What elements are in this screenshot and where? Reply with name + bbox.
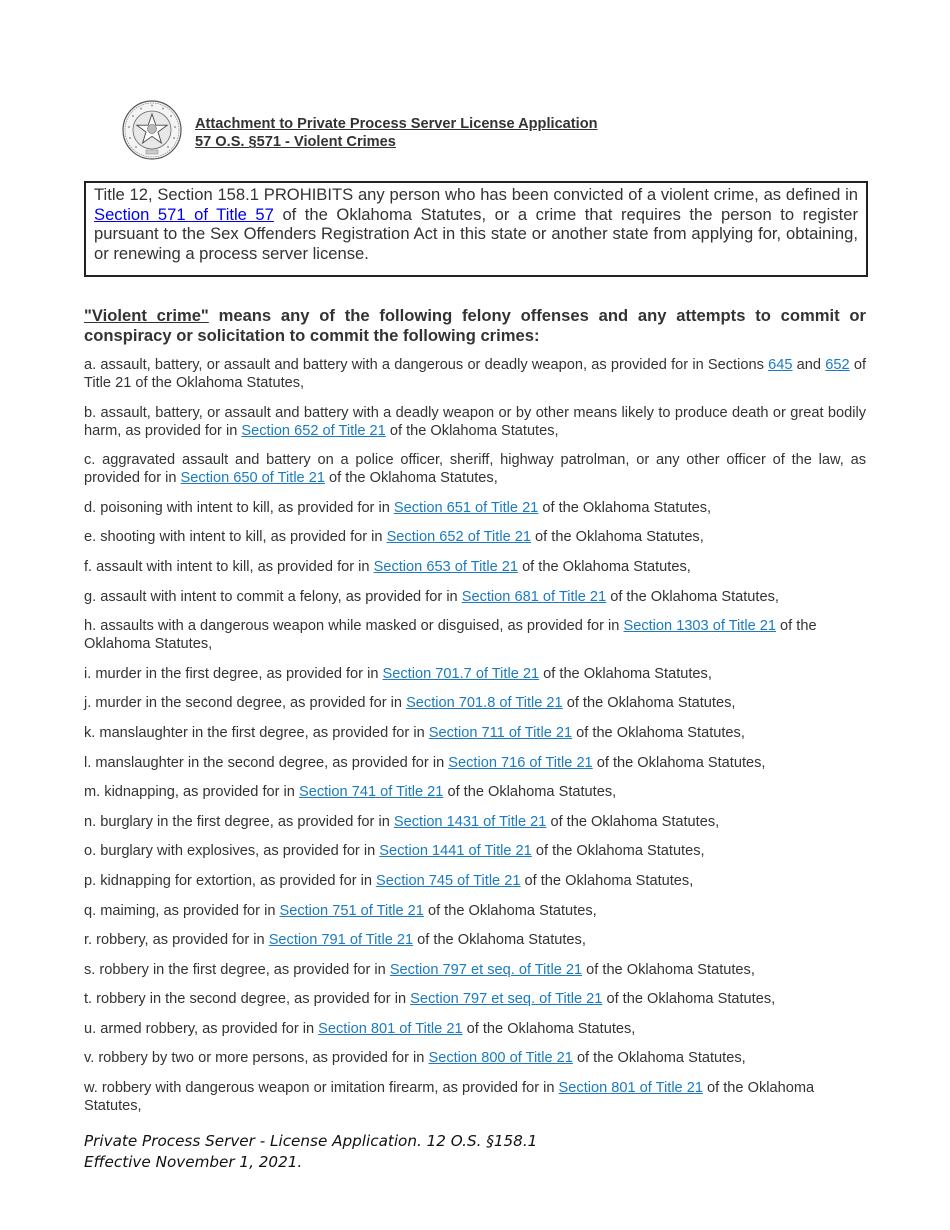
crime-list	[84, 356, 866, 1127]
crime-item-e	[84, 528, 866, 546]
item-text: of Title 21 of the Oklahoma Statutes,	[84, 357, 866, 391]
item-text: of the Oklahoma Statutes,	[582, 961, 755, 978]
statute-link[interactable]: Section 701.8 of Title 21	[406, 695, 563, 712]
crime-item-h	[84, 617, 866, 653]
item-text: j. murder in the second degree, as provided for in	[84, 695, 407, 712]
item-text: v. robbery by two or more persons, as provided for in	[84, 1050, 429, 1067]
crime-item-q	[84, 902, 866, 920]
item-text: h. assaults with a dangerous weapon while masked or disguised, as provided for in	[84, 618, 624, 635]
page-footer	[84, 1131, 537, 1173]
crime-item-k	[84, 724, 866, 742]
item-text: l. manslaughter in the second degree, as provided for in	[84, 754, 449, 771]
crime-item-r	[84, 931, 866, 949]
definition-term: "Violent crime"	[84, 306, 209, 325]
statute-link[interactable]: Section 652 of Title 21	[241, 422, 386, 439]
item-text: a. assault, battery, or assault and battery with a dangerous or deadly weapon, as provided for in Sections	[84, 357, 769, 373]
header-titles	[195, 115, 598, 151]
statute-link[interactable]: Section 701.7 of Title 21	[382, 665, 540, 682]
item-text: u. armed robbery, as provided for in	[84, 1020, 319, 1037]
crime-item-b	[84, 404, 866, 440]
crime-item-d	[84, 499, 866, 517]
item-text: c. aggravated assault and battery on a police officer, sheriff, highway patrolman, or any other officer of the law, as provided for in	[84, 452, 866, 487]
item-text: e. shooting with intent to kill, as provided for in	[84, 529, 387, 546]
crime-item-j	[84, 694, 866, 712]
prohibition-notice-box	[84, 181, 868, 277]
statute-link[interactable]: Section 800 of Title 21	[428, 1050, 573, 1067]
statute-link[interactable]: Section 791 of Title 21	[268, 932, 414, 949]
item-text: of the Oklahoma Statutes,	[572, 1050, 746, 1067]
item-text: of the Oklahoma Statutes,	[531, 529, 704, 546]
item-text: of the Oklahoma Statutes,	[592, 754, 766, 771]
item-text: of the Oklahoma Statutes,	[539, 665, 712, 682]
item-text: of the Oklahoma Statutes,	[606, 588, 779, 605]
statute-link[interactable]: Section 650 of Title 21	[180, 470, 325, 487]
crime-item-m	[84, 783, 866, 801]
crime-item-p	[84, 872, 866, 890]
document-title: Attachment to Private Process Server License Application	[195, 116, 598, 132]
statute-link[interactable]: Section 716 of Title 21	[448, 754, 593, 771]
violent-crime-definition	[84, 306, 866, 346]
link-section-652[interactable]: 652	[825, 357, 850, 373]
item-text: r. robbery, as provided for in	[84, 932, 269, 949]
statute-link[interactable]: Section 801 of Title 21	[558, 1080, 703, 1097]
notice-link-section-571[interactable]: Section 571 of Title 57	[94, 204, 274, 224]
statute-link[interactable]: Section 1441 of Title 21	[379, 843, 532, 860]
crime-item-n	[84, 813, 866, 831]
item-text: m. kidnapping, as provided for in	[84, 784, 299, 801]
item-text: d. poisoning with intent to kill, as provided for in	[84, 499, 394, 516]
item-text: of the Oklahoma Statutes,	[538, 499, 712, 516]
crime-item-a	[84, 356, 866, 392]
item-text: of the Oklahoma Statutes,	[385, 422, 559, 439]
item-text: of the Oklahoma Statutes,	[518, 558, 691, 575]
link-section-645[interactable]: 645	[768, 357, 793, 373]
item-text: s. robbery in the first degree, as provided for in	[84, 961, 390, 978]
item-text: of the Oklahoma Statutes,	[413, 932, 586, 949]
statute-link[interactable]: Section 1431 of Title 21	[393, 813, 547, 830]
statute-link[interactable]: Section 653 of Title 21	[373, 558, 519, 575]
item-text: n. burglary in the first degree, as provided for in	[84, 813, 394, 830]
item-text: g. assault with intent to commit a felony, as provided for in	[84, 588, 462, 605]
statute-link[interactable]: Section 801 of Title 21	[318, 1020, 463, 1037]
item-text: o. burglary with explosives, as provided for in	[84, 843, 380, 860]
crime-item-w	[84, 1079, 866, 1115]
statute-link[interactable]: Section 741 of Title 21	[298, 784, 444, 801]
item-text: p. kidnapping for extortion, as provided for in	[84, 872, 377, 889]
item-text: of the Oklahoma Statutes,	[84, 1080, 815, 1115]
item-text: of the Oklahoma Statutes,	[443, 784, 617, 801]
item-text: and	[792, 357, 826, 373]
notice-text-end: of the Oklahoma Statutes, or a crime that requires the person to register pursuant to the Sex Offenders Registration Act in this state or another state from applying for, obtaining, or renewing a process server license.	[94, 204, 858, 263]
item-text: q. maiming, as provided for in	[84, 902, 280, 919]
statute-link[interactable]: Section 681 of Title 21	[461, 588, 607, 605]
crime-item-l	[84, 754, 866, 772]
footer-effective-date: Effective November 1, 2021.	[84, 1153, 303, 1171]
item-text: b. assault, battery, or assault and battery with a deadly weapon or by other means likely to produce death or great bodily harm, as provided for in	[84, 404, 866, 439]
crime-item-u	[84, 1020, 866, 1038]
item-text: f. assault with intent to kill, as provided for in	[84, 558, 374, 575]
statute-link[interactable]: Section 797 et seq. of Title 21	[410, 991, 603, 1008]
notice-text-start: Title 12, Section 158.1 PROHIBITS any person who has been convicted of a violent crime, as defined in	[94, 185, 858, 204]
item-text: i. murder in the first degree, as provided for in	[84, 665, 383, 682]
statute-link[interactable]: Section 711 of Title 21	[428, 724, 573, 741]
item-text: t. robbery in the second degree, as provided for in	[84, 991, 411, 1008]
crime-item-c	[84, 451, 866, 487]
item-text: of the Oklahoma Statutes,	[324, 470, 498, 487]
crime-item-o	[84, 842, 866, 860]
crime-item-v	[84, 1049, 866, 1067]
item-text: of the Oklahoma Statutes,	[520, 872, 694, 889]
crime-item-i	[84, 665, 866, 683]
item-text: w. robbery with dangerous weapon or imitation firearm, as provided for in	[84, 1080, 559, 1097]
statute-link[interactable]: Section 745 of Title 21	[376, 872, 521, 889]
crime-item-g	[84, 588, 866, 606]
crime-item-f	[84, 558, 866, 576]
item-text: of the Oklahoma Statutes,	[546, 813, 720, 830]
item-text: of the Oklahoma Statutes,	[572, 724, 745, 741]
document-subtitle: 57 O.S. §571 - Violent Crimes	[195, 134, 396, 150]
item-text: of the Oklahoma Statutes,	[84, 618, 817, 653]
statute-link[interactable]: Section 1303 of Title 21	[623, 618, 776, 635]
item-text: of the Oklahoma Statutes,	[562, 695, 736, 712]
oklahoma-state-seal-icon	[122, 100, 182, 160]
item-text: k. manslaughter in the first degree, as provided for in	[84, 724, 429, 741]
crime-item-s	[84, 961, 866, 979]
footer-form-reference: Private Process Server - License Application. 12 O.S. §158.1	[84, 1132, 538, 1150]
statute-link[interactable]: Section 651 of Title 21	[393, 499, 539, 516]
statute-link[interactable]: Section 751 of Title 21	[279, 902, 424, 919]
statute-link[interactable]: Section 652 of Title 21	[386, 529, 531, 546]
item-text: of the Oklahoma Statutes,	[423, 902, 597, 919]
crime-item-t	[84, 990, 866, 1008]
definition-text: means any of the following felony offenses and any attempts to commit or conspiracy or solicitation to commit the following crimes:	[84, 306, 866, 345]
item-text: of the Oklahoma Statutes,	[462, 1020, 636, 1037]
statute-link[interactable]: Section 797 et seq. of Title 21	[389, 961, 583, 978]
item-text: of the Oklahoma Statutes,	[531, 843, 705, 860]
item-text: of the Oklahoma Statutes,	[602, 991, 776, 1008]
